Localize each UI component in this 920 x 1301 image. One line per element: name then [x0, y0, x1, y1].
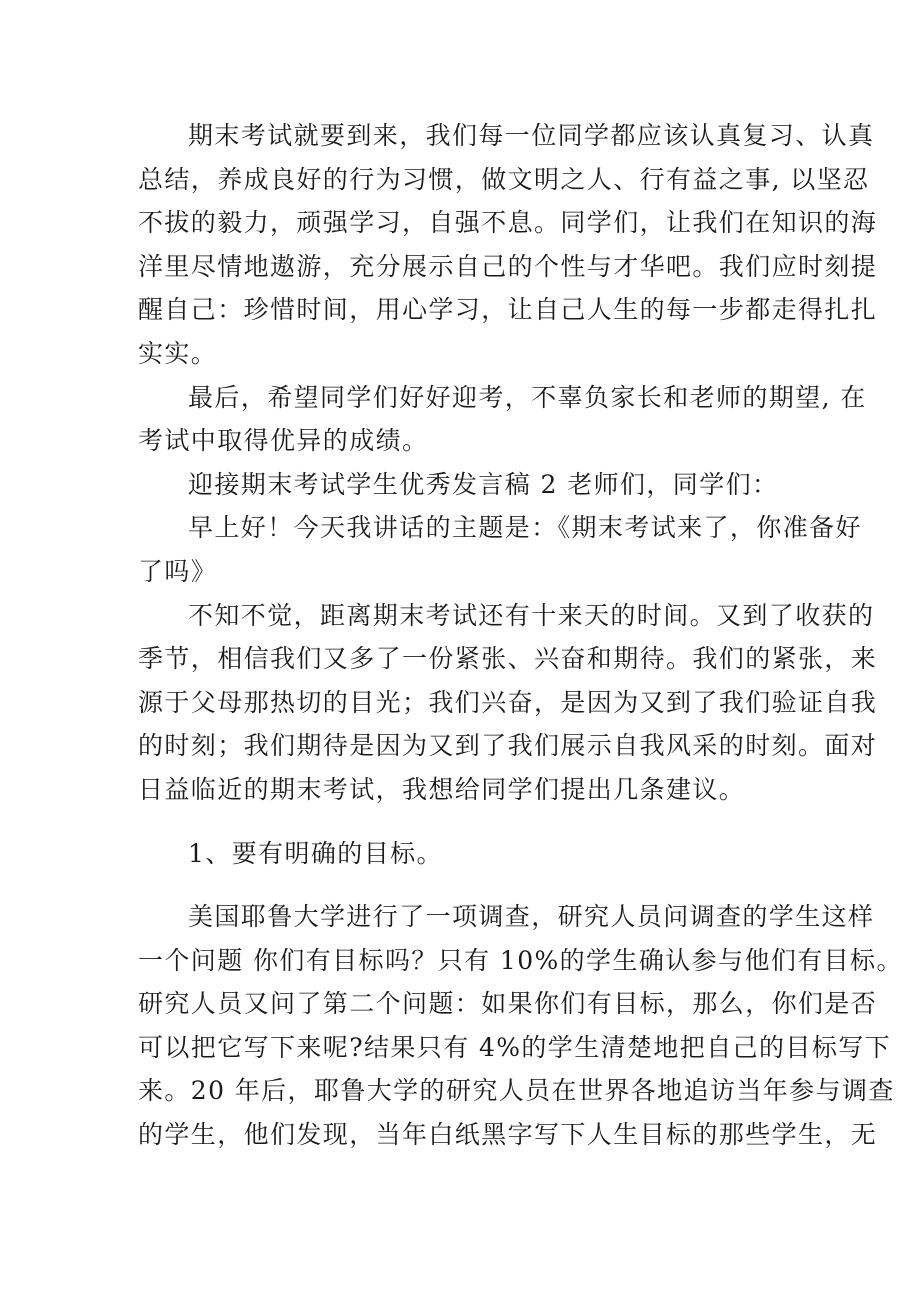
paragraph-exam-approaching — [138, 594, 878, 812]
text-line: 总结，养成良好的行为习惯，做文明之人、行有益之事, 以坚忍 — [138, 164, 870, 194]
text-line: 期末考试就要到来，我们每一位同学都应该认真复习、认真 — [188, 121, 875, 150]
paragraph-exam-preparation — [138, 114, 878, 376]
text-line: 考试中取得优异的成绩。 — [138, 426, 429, 456]
text-line: 的时刻；我们期待是因为又到了我们展示自我风采的时刻。面对 — [138, 731, 878, 761]
text-line: 来。20 年后，耶鲁大学的研究人员在世界各地追访当年参与调查 — [138, 1076, 895, 1106]
text-line: 不知不觉，距离期末考试还有十来天的时间。又到了收获的 — [188, 600, 875, 630]
text-line: 美国耶鲁大学进行了一项调查，研究人员问调查的学生这样 — [188, 902, 875, 932]
document-body — [138, 114, 903, 1157]
text-line: 源于父母那热切的目光；我们兴奋，是因为又到了我们验证自我 — [138, 687, 878, 717]
text-line: 不拔的毅力，顽强学习，自强不息。同学们，让我们在知识的海 — [138, 208, 878, 238]
text-line: 醒自己：珍惜时间，用心学习，让自己人生的每一步都走得扎扎 — [138, 295, 878, 325]
paragraph-spacer — [138, 812, 786, 832]
text-line: 的学生，他们发现，当年白纸黑字写下人生目标的那些学生，无 — [138, 1120, 878, 1150]
paragraph-suggestion-heading — [138, 832, 786, 876]
text-line: 日益临近的期末考试，我想给同学们提出几条建议。 — [138, 774, 746, 804]
text-line: 洋里尽情地遨游，充分展示自己的个性与才华吧。我们应时刻提 — [138, 251, 878, 281]
text-line: 可以把它写下来呢?结果只有 4%的学生清楚地把自己的目标写下 — [138, 1032, 892, 1062]
text-line: 季节，相信我们又多了一份紧张、兴奋和期待。我们的紧张，来 — [138, 644, 878, 674]
paragraph-greeting — [138, 506, 862, 593]
paragraph-closing-wish — [138, 376, 867, 463]
text-line: 研究人员又问了第二个问题：如果你们有目标，那么，你们是否 — [138, 989, 878, 1019]
text-line: 早上好！今天我讲话的主题是：《期末考试来了，你准备好 — [188, 513, 862, 543]
text-line: 实实。 — [138, 338, 218, 368]
paragraph-yale-survey — [138, 895, 903, 1157]
paragraph-speech-title — [138, 463, 786, 507]
paragraph-spacer — [138, 875, 786, 895]
text-line: 一个问题 你们有目标吗？只有 10%的学生确认参与他们有目标。 — [138, 945, 903, 975]
text-line: 最后，希望同学们好好迎考，不辜负家长和老师的期望, 在 — [188, 382, 867, 412]
text-line: 迎接期末考试学生优秀发言稿 2 老师们，同学们： — [188, 469, 779, 499]
text-line: 1、要有明确的目标。 — [188, 838, 443, 868]
text-line: 了吗》 — [138, 556, 218, 586]
